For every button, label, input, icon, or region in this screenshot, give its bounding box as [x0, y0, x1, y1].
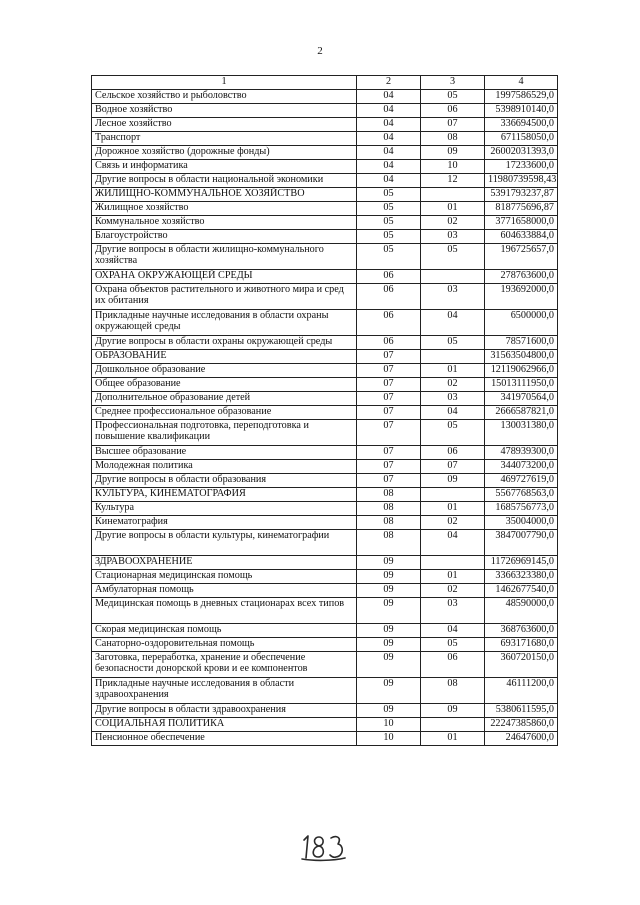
row-name: Медицинская помощь в дневных стационарах всех типов — [92, 598, 357, 624]
row-name: Амбулаторная помощь — [92, 584, 357, 598]
row-section: 05 — [357, 202, 421, 216]
row-section: 10 — [357, 732, 421, 746]
row-section: 06 — [357, 270, 421, 284]
row-section: 10 — [357, 718, 421, 732]
row-section: 04 — [357, 146, 421, 160]
table-row — [92, 502, 558, 516]
row-name: Жилищное хозяйство — [92, 202, 357, 216]
table-row — [92, 90, 558, 104]
row-section: 04 — [357, 118, 421, 132]
row-name: Связь и информатика — [92, 160, 357, 174]
row-name: ЖИЛИЩНО-КОММУНАЛЬНОЕ ХОЗЯЙСТВО — [92, 188, 357, 202]
row-subsection: 05 — [421, 90, 485, 104]
row-name: Санаторно-оздоровительная помощь — [92, 638, 357, 652]
row-amount: 469727619,0 — [485, 474, 558, 488]
row-section: 07 — [357, 364, 421, 378]
row-section: 07 — [357, 378, 421, 392]
row-subsection: 09 — [421, 704, 485, 718]
row-amount: 336694500,0 — [485, 118, 558, 132]
table-row — [92, 160, 558, 174]
row-section: 07 — [357, 350, 421, 364]
row-section: 09 — [357, 624, 421, 638]
row-amount: 671158050,0 — [485, 132, 558, 146]
row-section: 06 — [357, 336, 421, 350]
row-subsection: 09 — [421, 146, 485, 160]
row-section: 04 — [357, 132, 421, 146]
row-subsection — [421, 556, 485, 570]
row-subsection: 06 — [421, 104, 485, 118]
row-amount: 31563504800,0 — [485, 350, 558, 364]
table-row — [92, 420, 558, 446]
row-subsection: 02 — [421, 516, 485, 530]
row-subsection — [421, 488, 485, 502]
budget-table — [91, 75, 558, 746]
row-name: Стационарная медицинская помощь — [92, 570, 357, 584]
row-subsection: 09 — [421, 474, 485, 488]
row-subsection: 04 — [421, 530, 485, 556]
row-name: СОЦИАЛЬНАЯ ПОЛИТИКА — [92, 718, 357, 732]
row-subsection — [421, 718, 485, 732]
row-subsection: 03 — [421, 392, 485, 406]
header-name: 1 — [92, 76, 357, 90]
row-amount: 11726969145,0 — [485, 556, 558, 570]
row-subsection — [421, 188, 485, 202]
table-header-row — [92, 76, 558, 90]
table-row — [92, 530, 558, 556]
row-amount: 368763600,0 — [485, 624, 558, 638]
row-subsection: 03 — [421, 598, 485, 624]
table-row — [92, 584, 558, 598]
row-name: Скорая медицинская помощь — [92, 624, 357, 638]
row-section: 05 — [357, 244, 421, 270]
row-section: 09 — [357, 584, 421, 598]
row-amount: 1685756773,0 — [485, 502, 558, 516]
row-subsection: 04 — [421, 624, 485, 638]
row-subsection: 06 — [421, 446, 485, 460]
table-row — [92, 378, 558, 392]
row-section: 09 — [357, 598, 421, 624]
table-row — [92, 598, 558, 624]
row-subsection: 08 — [421, 132, 485, 146]
row-amount: 693171680,0 — [485, 638, 558, 652]
row-amount: 193692000,0 — [485, 284, 558, 310]
row-subsection: 12 — [421, 174, 485, 188]
row-amount: 1997586529,0 — [485, 90, 558, 104]
row-name: Дорожное хозяйство (дорожные фонды) — [92, 146, 357, 160]
table-row — [92, 516, 558, 530]
header-section: 2 — [357, 76, 421, 90]
header-subsection: 3 — [421, 76, 485, 90]
page-number: 2 — [317, 45, 323, 57]
row-name: Пенсионное обеспечение — [92, 732, 357, 746]
row-amount: 5398910140,0 — [485, 104, 558, 118]
row-section: 09 — [357, 678, 421, 704]
row-subsection: 05 — [421, 638, 485, 652]
row-subsection: 02 — [421, 216, 485, 230]
table-row — [92, 488, 558, 502]
row-section: 04 — [357, 104, 421, 118]
table-row — [92, 230, 558, 244]
row-amount: 818775696,87 — [485, 202, 558, 216]
row-subsection: 08 — [421, 678, 485, 704]
row-name: Другие вопросы в области охраны окружающей среды — [92, 336, 357, 350]
row-subsection: 04 — [421, 406, 485, 420]
row-subsection: 01 — [421, 570, 485, 584]
row-subsection: 05 — [421, 420, 485, 446]
row-amount: 3771658000,0 — [485, 216, 558, 230]
table-row — [92, 392, 558, 406]
table-row — [92, 474, 558, 488]
row-name: Охрана объектов растительного и животного мира и сред их обитания — [92, 284, 357, 310]
row-section: 08 — [357, 488, 421, 502]
row-amount: 22247385860,0 — [485, 718, 558, 732]
row-subsection: 07 — [421, 118, 485, 132]
table-row — [92, 132, 558, 146]
row-subsection: 03 — [421, 230, 485, 244]
row-name: Другие вопросы в области жилищно-коммунального хозяйства — [92, 244, 357, 270]
row-name: ОХРАНА ОКРУЖАЮЩЕЙ СРЕДЫ — [92, 270, 357, 284]
row-name: Другие вопросы в области национальной экономики — [92, 174, 357, 188]
table-row — [92, 202, 558, 216]
row-section: 09 — [357, 638, 421, 652]
table-row — [92, 188, 558, 202]
row-name: ЗДРАВООХРАНЕНИЕ — [92, 556, 357, 570]
table-row — [92, 284, 558, 310]
row-section: 05 — [357, 188, 421, 202]
row-section: 09 — [357, 652, 421, 678]
row-name: Молодежная политика — [92, 460, 357, 474]
row-name: Другие вопросы в области образования — [92, 474, 357, 488]
table-row — [92, 638, 558, 652]
row-subsection: 07 — [421, 460, 485, 474]
row-name: Среднее профессиональное образование — [92, 406, 357, 420]
row-amount: 2666587821,0 — [485, 406, 558, 420]
row-name: Прикладные научные исследования в области охраны окружающей среды — [92, 310, 357, 336]
table-row — [92, 244, 558, 270]
row-section: 08 — [357, 530, 421, 556]
row-subsection: 05 — [421, 336, 485, 350]
row-subsection: 02 — [421, 584, 485, 598]
handwritten-page-number — [298, 828, 348, 862]
row-section: 07 — [357, 460, 421, 474]
row-name: Транспорт — [92, 132, 357, 146]
table-row — [92, 652, 558, 678]
row-name: Кинематография — [92, 516, 357, 530]
row-amount: 24647600,0 — [485, 732, 558, 746]
row-name: Коммунальное хозяйство — [92, 216, 357, 230]
table-row — [92, 570, 558, 584]
row-section: 07 — [357, 446, 421, 460]
row-name: Прикладные научные исследования в области здравоохранения — [92, 678, 357, 704]
row-subsection — [421, 350, 485, 364]
table-row — [92, 118, 558, 132]
row-amount: 48590000,0 — [485, 598, 558, 624]
row-amount: 341970564,0 — [485, 392, 558, 406]
table-row — [92, 704, 558, 718]
row-section: 06 — [357, 310, 421, 336]
row-section: 04 — [357, 174, 421, 188]
row-subsection: 04 — [421, 310, 485, 336]
table-row — [92, 336, 558, 350]
row-name: Высшее образование — [92, 446, 357, 460]
row-name: Другие вопросы в области культуры, кинематографии — [92, 530, 357, 556]
row-section: 07 — [357, 474, 421, 488]
table-row — [92, 406, 558, 420]
table-row — [92, 350, 558, 364]
row-amount: 11980739598,43 — [485, 174, 558, 188]
row-name: Лесное хозяйство — [92, 118, 357, 132]
table-row — [92, 146, 558, 160]
row-section: 07 — [357, 420, 421, 446]
row-amount: 360720150,0 — [485, 652, 558, 678]
row-name: Культура — [92, 502, 357, 516]
row-amount: 478939300,0 — [485, 446, 558, 460]
row-name: Другие вопросы в области здравоохранения — [92, 704, 357, 718]
row-name: ОБРАЗОВАНИЕ — [92, 350, 357, 364]
row-section: 04 — [357, 160, 421, 174]
table-body — [92, 90, 558, 746]
table-row — [92, 310, 558, 336]
row-amount: 604633884,0 — [485, 230, 558, 244]
table-row — [92, 556, 558, 570]
row-section: 07 — [357, 406, 421, 420]
row-amount: 3847007790,0 — [485, 530, 558, 556]
row-name: Дошкольное образование — [92, 364, 357, 378]
table-row — [92, 104, 558, 118]
row-amount: 196725657,0 — [485, 244, 558, 270]
row-amount: 344073200,0 — [485, 460, 558, 474]
row-section: 07 — [357, 392, 421, 406]
row-amount: 35004000,0 — [485, 516, 558, 530]
table-row — [92, 718, 558, 732]
row-amount: 130031380,0 — [485, 420, 558, 446]
header-amount: 4 — [485, 76, 558, 90]
row-subsection: 01 — [421, 732, 485, 746]
row-subsection: 03 — [421, 284, 485, 310]
row-section: 05 — [357, 230, 421, 244]
row-name: Сельское хозяйство и рыболовство — [92, 90, 357, 104]
row-subsection: 05 — [421, 244, 485, 270]
row-amount: 78571600,0 — [485, 336, 558, 350]
row-amount: 3366323380,0 — [485, 570, 558, 584]
row-amount: 278763600,0 — [485, 270, 558, 284]
row-name: Благоустройство — [92, 230, 357, 244]
table-row — [92, 174, 558, 188]
row-amount: 5567768563,0 — [485, 488, 558, 502]
row-section: 09 — [357, 704, 421, 718]
row-amount: 6500000,0 — [485, 310, 558, 336]
row-subsection — [421, 270, 485, 284]
table-row — [92, 732, 558, 746]
row-subsection: 01 — [421, 502, 485, 516]
table-row — [92, 364, 558, 378]
row-name: Водное хозяйство — [92, 104, 357, 118]
row-subsection: 10 — [421, 160, 485, 174]
table-row — [92, 460, 558, 474]
row-amount: 46111200,0 — [485, 678, 558, 704]
row-amount: 12119062966,0 — [485, 364, 558, 378]
row-amount: 26002031393,0 — [485, 146, 558, 160]
row-amount: 1462677540,0 — [485, 584, 558, 598]
row-section: 09 — [357, 570, 421, 584]
table-row — [92, 678, 558, 704]
row-name: Дополнительное образование детей — [92, 392, 357, 406]
row-subsection: 02 — [421, 378, 485, 392]
row-name: Общее образование — [92, 378, 357, 392]
row-amount: 17233600,0 — [485, 160, 558, 174]
row-subsection: 01 — [421, 202, 485, 216]
table-row — [92, 624, 558, 638]
row-name: КУЛЬТУРА, КИНЕМАТОГРАФИЯ — [92, 488, 357, 502]
row-name: Профессиональная подготовка, переподготовка и повышение квалификации — [92, 420, 357, 446]
row-section: 08 — [357, 516, 421, 530]
row-section: 04 — [357, 90, 421, 104]
row-section: 06 — [357, 284, 421, 310]
row-name: Заготовка, переработка, хранение и обеспечение безопасности донорской крови и ее компонентов — [92, 652, 357, 678]
row-subsection: 01 — [421, 364, 485, 378]
row-section: 09 — [357, 556, 421, 570]
row-section: 08 — [357, 502, 421, 516]
row-amount: 15013111950,0 — [485, 378, 558, 392]
row-amount: 5391793237,87 — [485, 188, 558, 202]
table-row — [92, 270, 558, 284]
row-amount: 5380611595,0 — [485, 704, 558, 718]
table-row — [92, 446, 558, 460]
row-subsection: 06 — [421, 652, 485, 678]
row-section: 05 — [357, 216, 421, 230]
table-row — [92, 216, 558, 230]
